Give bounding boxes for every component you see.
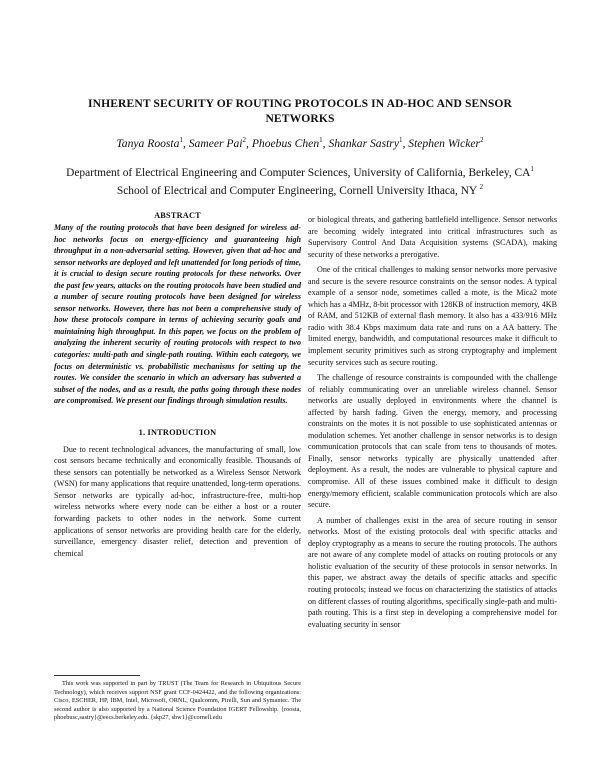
body-paragraph: The challenge of resource constraints is compounded with the challenge of reliably communicating over an unreliable wireless channel. Sensor networks are usually deployed in environments where the channel is affected by harsh fading. Given the energy, memory, and processing constraints on the motes it is not possible to use sophisticated antennas or modulation schemes. Yet another challenge in sensor networks is to design communication protocols that can scale from tens to thousands of motes. Finally, sensor networks typically are physically unattended after deployment. As a result, the nodes are vulnerable to physical capture and compromise. All of these issues combined make it difficult to design energy/memory efficient, scalable communication protocols which are also secure. [308,373,557,510]
affiliation-line [20,180,580,198]
body-paragraph: A number of challenges exist in the area of secure routing in sensor networks. Most of the existing protocols deal with specific attacks and deploy cryptography as a means to secure the routing protocols. The authors are not aware of any complete model of attacks on routing protocols or any holistic evaluation of the security of these protocols in sensor networks. In this paper, we abstract away the details of specific attacks and specific routing protocols; instead we focus on characterizing the statistics of attacks on different classes of routing algorithms, specifically single-path and multi-path routing. This is a first step in developing a comprehensive model for evaluating security in sensor [308,515,557,629]
affiliation-mark: 2 [479,183,484,192]
body-paragraph: One of the critical challenges to making sensor networks more pervasive and secure is the severe resource constraints on the sensor nodes. A typical example of a sensor node, sometimes called a mote, is the Mica2 mote which has a 4MHz, 8-bit processor with 128KB of instruction memory, 4KB of RAM, and 512KB of external flash memory. It also has a 433/916 MHz radio with 38.4 Kbps maximum data rate and runs on a AA battery. The limited energy, bandwidth, and computational resources make it difficult to implement security primitives such as strong cryptography and implement security services such as secure routing. [308,265,557,367]
affiliation-text: School of Electrical and Computer Engineering, Cornell University Ithaca, NY [116,185,477,198]
author-affiliation-mark: 1 [398,136,403,144]
abstract-text: Many of the routing protocols that have been designed for wireless ad-hoc networks focus on energy-efficiency and guaranteeing high throughput in a non-adversarial setting. However, given that ad-hoc and sensor networks are deployed and left unattended for long periods of time, it is crucial to design secure routing protocols for these networks. Over the past few years, attacks on the routing protocols have been studied and a number of secure routing protocols have been designed for wireless sensor networks. However, there has not been a comprehensive study of how these protocols compare in terms of achieving security goals and maintaining high throughput. In this paper, we focus on the problem of analyzing the inherent security of routing protocols with respect to two categories: multi-path and single-path routing. Within each category, we focus on deterministic vs. probabilistic mechanisms for setting up the routes. We consider the scenario in which an adversary has subverted a subset of the nodes, and as a result, the paths going through these nodes are compromised. We present our findings through simulation results. [54,223,301,406]
author-affiliation-mark: 2 [242,136,247,144]
author-name: Stephen Wicker [408,136,481,150]
author-name: Sameer Pai [188,136,243,150]
footnote-divider [54,675,140,676]
affiliation-mark: 1 [530,165,534,173]
introduction-heading: 1. INTRODUCTION [138,427,217,437]
author-name: Shankar Sastry [328,136,399,150]
author-name: Phoebus Chen [251,136,320,150]
body-paragraph: Due to recent technological advances, the manufacturing of small, low cost sensors became technically and economically feasible. Thousands of these sensors can potentially be networked as a Wireless Sensor Network (WSN) for many applications that require unattended, long-term operations. Sensor networks are typically ad-hoc, infrastructure-free, multi-hop wireless networks where every node can be either a host or a router forwarding packets to other nodes in the network. Some current applications of sensor networks are providing health care for the elderly, surveillance, emergency disaster relief, detection and prevention of chemical [54,444,301,558]
affiliation-list [20,162,580,199]
paper-title: INHERENT SECURITY OF ROUTING PROTOCOLS IN AD-HOC AND SENSOR NETWORKS [88,97,512,125]
author-list: Tanya Roosta$^1$, Sameer Pai$^2$, Phoebus Chen$^1$, Shankar Sastry$^1$, Stephen Wicker$^2$ [116,136,484,150]
author-name: Tanya Roosta [116,136,180,150]
body-paragraph: or biological threats, and gathering battlefield intelligence. Sensor networks are becoming widely integrated into critical infrastructures such as Supervisory Control And Data Acquisition systems (SCADA), making security of these networks a prerogative. [308,215,557,259]
abstract-heading: ABSTRACT [154,211,201,220]
affiliation-text: Department of Electrical Engineering and Computer Sciences, University of California, Berkeley, CA [66,166,531,179]
author-affiliation-mark: 1 [319,136,323,144]
right-column [308,214,557,630]
author-affiliation-mark: 2 [480,136,484,144]
footnote: This work was supported in part by TRUST (The Team for Research in Ubiquitous Secure Technology), which receives support NSF grant CCF-0424422, and the following organizations: Cisco, ESCHER, HP, IBM, Intel, Microsoft, ORNL, Qualcomm, Pirelli, Sun and Symantec. The second author is also supported by a National Science Foundation IGERT Fellowship. {roosta, phoebusc,sastry}@eecs.berkeley.edu. {skp27, sbw1}@cornell.edu [54,680,301,722]
author-affiliation-mark: 1 [179,136,183,144]
affiliation-line [20,162,580,180]
left-column [54,210,301,559]
